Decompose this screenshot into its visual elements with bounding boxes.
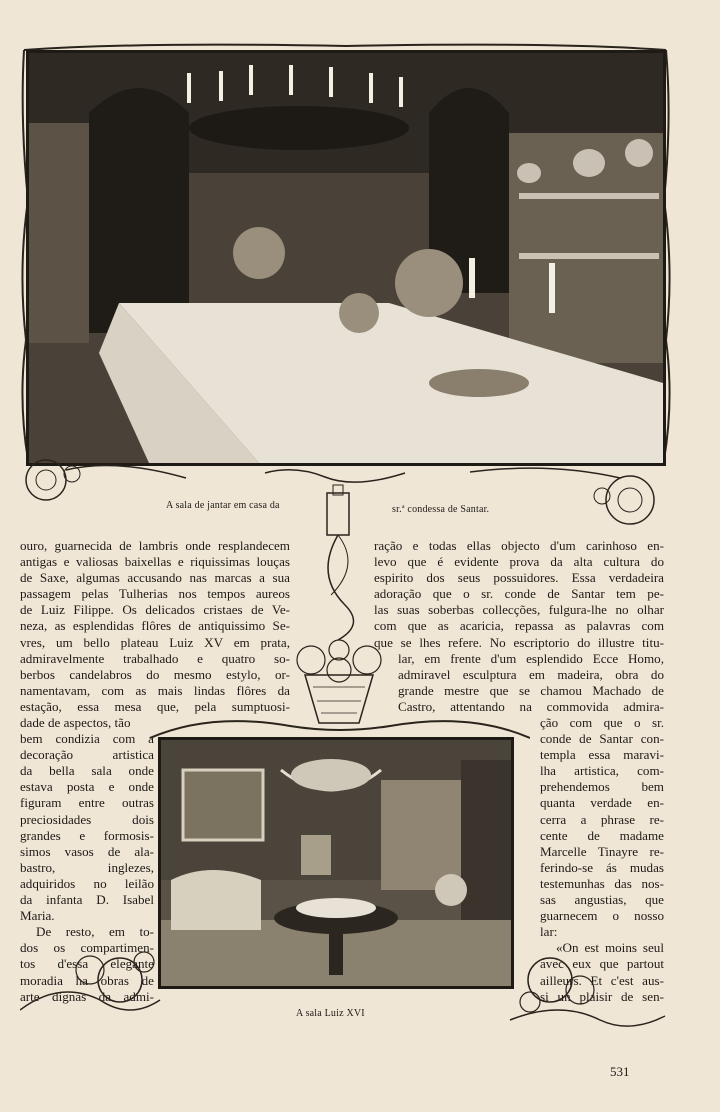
text-line: bem condizia com a xyxy=(20,731,154,747)
text-line: si un plaisir de sen- xyxy=(540,988,664,1004)
luiz-xvi-room-image xyxy=(161,740,511,986)
paragraph-line xyxy=(374,602,664,618)
paragraph-line xyxy=(540,779,664,795)
text-line: de Luiz Filippe. Os delicados cristaes de Ve- xyxy=(20,602,290,618)
paragraph-line xyxy=(20,892,154,908)
right-text-column xyxy=(374,538,664,651)
bottom-left-flower-ornament xyxy=(20,940,170,1030)
paragraph-line xyxy=(540,828,664,844)
paragraph-line xyxy=(20,618,290,634)
text-line: moradia ha obras de xyxy=(20,972,154,988)
paragraph-line xyxy=(20,860,154,876)
text-line: bastro, inglezes, xyxy=(20,859,154,875)
right-mid-column xyxy=(398,651,664,715)
bottom-photo-caption: A sala Luiz XVI xyxy=(296,1008,365,1019)
text-line: quanta verdade en- xyxy=(540,795,664,811)
paragraph-line xyxy=(540,812,664,828)
page-number: 531 xyxy=(610,1064,630,1079)
text-line: com que as acaricia, repassa as palavras com xyxy=(374,618,664,634)
text-line: dade de aspectos, tão xyxy=(20,715,131,730)
paragraph-line xyxy=(20,651,290,667)
text-line: admiravel esculptura em madeira, obra do xyxy=(398,667,664,683)
text-line: cerra a phrase re- xyxy=(540,811,664,827)
paragraph-line xyxy=(20,538,290,554)
text-line: grande mestre que se chamou Machado de xyxy=(398,683,664,699)
paragraph-line xyxy=(374,570,664,586)
paragraph-line xyxy=(540,860,664,876)
text-line: grandes e formosis- xyxy=(20,827,154,843)
text-line: tos d'essa elegante xyxy=(20,956,154,972)
paragraph-line xyxy=(540,892,664,908)
text-line: ouro, guarnecida de lambris onde resplandecem xyxy=(20,538,290,553)
paragraph-line xyxy=(540,795,664,811)
text-line: levo que é evidente prova da alta cultura do xyxy=(374,554,664,570)
text-line: espirito dos seus possuidores. Essa verdadeira xyxy=(374,570,664,586)
text-line: guarnecem o nosso xyxy=(540,908,664,924)
text-line: vres, um bello plateau Luiz XV em prata, xyxy=(20,634,290,650)
text-line: da infanta D. Isabel xyxy=(20,892,154,908)
text-line: «On est moins seul xyxy=(556,940,664,956)
text-line: lha artistica, com- xyxy=(540,763,664,779)
text-line: que se lhes refere. No escriptorio do illustre titu- xyxy=(374,634,664,650)
paragraph-line xyxy=(540,924,664,940)
text-line: sas angustias, que xyxy=(540,892,664,908)
text-line: passagem pelas Tulherias nos tempos aureos xyxy=(20,586,290,602)
paragraph-line xyxy=(20,731,154,747)
text-line: estação, essa mesa que, pela sumptuosi- xyxy=(20,698,290,714)
paragraph-line xyxy=(374,586,664,602)
text-line: De resto, em to- xyxy=(36,924,154,940)
paragraph-line xyxy=(374,635,664,651)
paragraph-line xyxy=(20,586,290,602)
text-line: adoração que o sr. conde de Santar tem pe- xyxy=(374,586,664,602)
text-line: simos vasos de ala- xyxy=(20,843,154,859)
top-photo-caption-right: sr.ª condessa de Santar. xyxy=(392,504,490,515)
paragraph-line xyxy=(20,554,290,570)
text-line: testemunhas das nos- xyxy=(540,875,664,891)
text-line: estava posta e onde xyxy=(20,779,154,795)
text-line: antigas e valiosas baixellas e riquissimas louças xyxy=(20,554,290,570)
text-line: adquiridos no leilão xyxy=(20,875,154,891)
paragraph-line xyxy=(398,683,664,699)
text-line: Maria. xyxy=(20,908,55,924)
paragraph-line xyxy=(540,747,664,763)
text-line: lar, em frente d'um esplendido Ecce Homo, xyxy=(398,651,664,666)
text-line: Marcelle Tinayre re- xyxy=(540,843,664,859)
text-line: decoração artistica xyxy=(20,747,154,763)
text-line: arte dignas da admi- xyxy=(20,988,154,1004)
text-line: ração e todas ellas objecto d'um carinhoso en- xyxy=(374,538,664,553)
text-line: neza, as esplendidas flôres de antiquissimo Se- xyxy=(20,618,290,634)
paragraph-line xyxy=(20,812,154,828)
text-line: dos os compartimen- xyxy=(20,940,154,956)
bottom-right-flower-ornament xyxy=(500,950,670,1040)
text-line: de Saxe, algumas accusando nas marcas a sua xyxy=(20,570,290,586)
text-line: las suas soberbas collecções, fulgura-lhe no olhar xyxy=(374,602,664,618)
left-flower-ornament xyxy=(16,458,196,518)
paragraph-line xyxy=(20,763,154,779)
paragraph-line xyxy=(20,844,154,860)
paragraph-line xyxy=(20,779,154,795)
text-line: admiravelmente trabalhado e quatro so- xyxy=(20,650,290,666)
text-line: preciosidades dois xyxy=(20,811,154,827)
paragraph-line xyxy=(20,683,290,699)
text-line: templa essa maravi- xyxy=(540,747,664,763)
text-line: conde de Santar con- xyxy=(540,731,664,747)
text-line: namentavam, com as mais lindas flôres da xyxy=(20,682,290,698)
dining-room-photo xyxy=(26,50,666,466)
paragraph-line xyxy=(20,602,290,618)
paragraph-line xyxy=(540,763,664,779)
text-line: berbos candelabros do mesmo estylo, or- xyxy=(20,666,290,682)
paragraph-line xyxy=(540,715,664,731)
dining-room-image xyxy=(29,53,663,463)
paragraph-line xyxy=(374,618,664,634)
text-line: lar: xyxy=(540,924,558,940)
text-line: ção com que o sr. xyxy=(540,715,664,730)
paragraph-line xyxy=(540,731,664,747)
paragraph-line xyxy=(398,667,664,683)
text-line: figuram entre outras xyxy=(20,795,154,811)
left-text-column xyxy=(20,538,290,715)
paragraph-line xyxy=(398,651,664,667)
text-line: prehendemos bem xyxy=(540,779,664,795)
paragraph-line xyxy=(20,876,154,892)
paragraph-line xyxy=(540,844,664,860)
paragraph-line xyxy=(374,538,664,554)
text-line: ferindo-se ás mudas xyxy=(540,859,664,875)
paragraph-line xyxy=(20,924,154,940)
right-flower-ornament xyxy=(470,462,670,532)
paragraph-line xyxy=(20,667,290,683)
text-line: avec eux que partout xyxy=(540,956,664,972)
text-line: ailleurs. Et c'est aus- xyxy=(540,972,664,988)
paragraph-line xyxy=(20,715,154,731)
paragraph-line xyxy=(20,795,154,811)
luiz-xvi-room-photo xyxy=(158,737,514,989)
paragraph-line xyxy=(374,554,664,570)
text-line: da bella sala onde xyxy=(20,763,154,779)
paragraph-line xyxy=(20,635,290,651)
text-line: Castro, attentando na commovida admira- xyxy=(398,699,664,715)
paragraph-line xyxy=(20,570,290,586)
top-photo-caption-left: A sala de jantar em casa da xyxy=(166,500,280,511)
paragraph-line xyxy=(540,908,664,924)
paragraph-line xyxy=(20,908,154,924)
paragraph-line xyxy=(540,876,664,892)
paragraph-line xyxy=(20,828,154,844)
paragraph-line xyxy=(20,747,154,763)
text-line: cente de madame xyxy=(540,827,664,843)
